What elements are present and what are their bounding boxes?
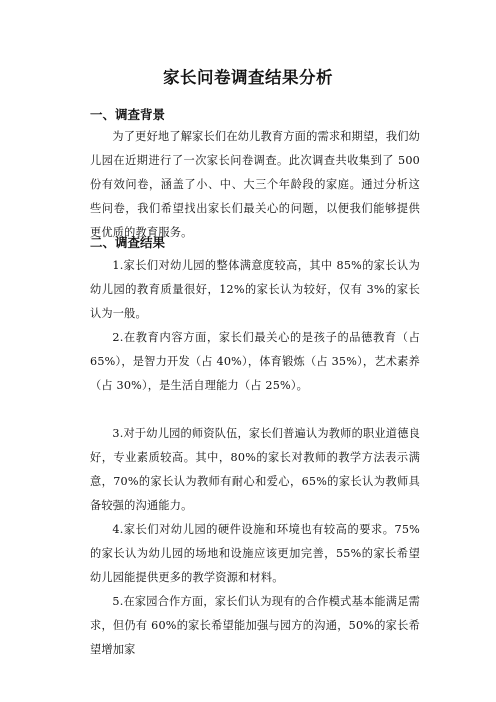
result-paragraph-4: 4.家长们对幼儿园的硬件设施和环境也有较高的要求。75%的家长认为幼儿园的场地和设施应该更加完善，55%的家长希望幼儿园能提供更多的教学资源和材料。 [90, 523, 420, 584]
section-heading-results: 二、调查结果 [90, 235, 166, 250]
result-paragraph-1: 1.家长们对幼儿园的整体满意度较高，其中 85%的家长认为幼儿园的教育质量很好，12%的家长认为较好，仅有 3%的家长认为一般。 [90, 259, 420, 320]
result-paragraph-5: 5.在家园合作方面，家长们认为现有的合作模式基本能满足需求，但仍有 60%的家长希望能加强与园方的沟通，50%的家长希望增加家 [90, 595, 420, 656]
document-title: 家长问卷调查结果分析 [163, 68, 333, 87]
result-paragraph-3: 3.对于幼儿园的师资队伍，家长们普遍认为教师的职业道德良好，专业素质较高。其中，80%的家长对教师的教学方法表示满意，70%的家长认为教师有耐心和爱心，65%的家长认为教师具备较强的沟通能力。 [90, 427, 420, 512]
background-paragraph: 为了更好地了解家长们在幼儿教育方面的需求和期望，我们幼儿园在近期进行了一次家长问卷调查。此次调查共收集到了 500 份有效问卷，涵盖了小、中、大三个年龄段的家庭。通过分析这些问卷，我们希望找出家长们最关心的问题，以便我们能够提供更优质的教育服务。 [90, 130, 420, 239]
section-heading-background: 一、调查背景 [90, 107, 166, 122]
result-paragraph-2: 2.在教育内容方面，家长们最关心的是孩子的品德教育（占 65%），是智力开发（占 40%），体育锻炼（占 35%），艺术素养（占 30%），是生活自理能力（占 25%）。 [90, 331, 420, 392]
